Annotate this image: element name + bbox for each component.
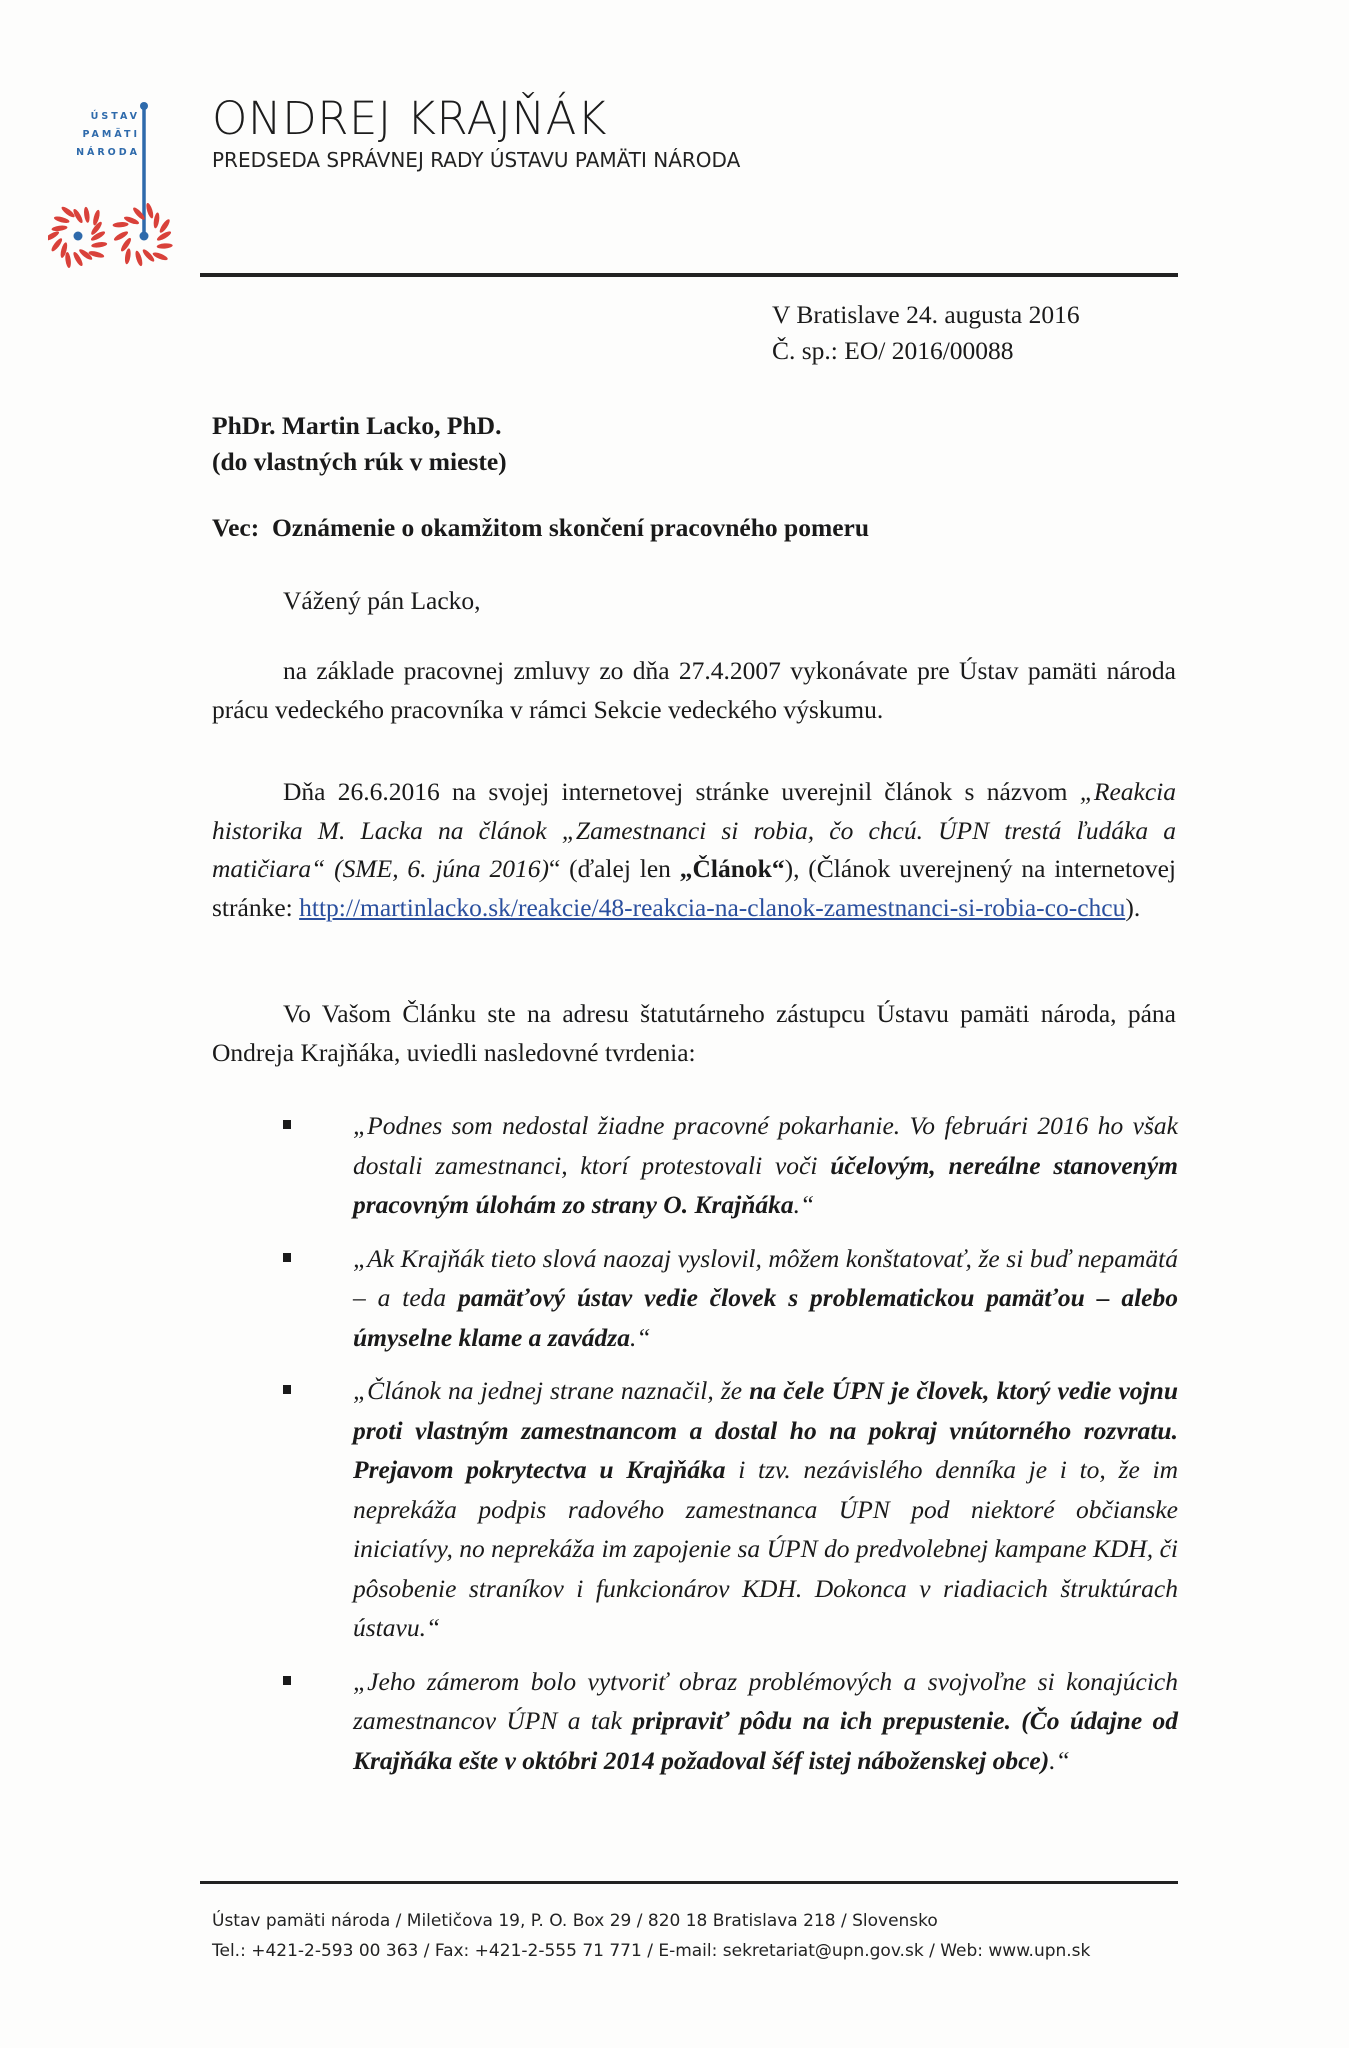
quote-item [283, 1239, 1178, 1358]
flame-petal [124, 248, 132, 265]
quote-text: .“ [629, 1322, 651, 1352]
flame-petal [134, 250, 144, 267]
flame-petal [152, 251, 169, 262]
sender-name: ONDREJ KRAJŇÁK [212, 92, 607, 145]
reference-number: Č. sp.: EO/ 2016/00088 [772, 336, 1014, 365]
flame-petal [145, 202, 155, 219]
flame-petal [119, 237, 132, 253]
quote-text: .“ [793, 1190, 815, 1219]
flame-petal [112, 222, 128, 228]
defined-term: „Článok“ [679, 854, 785, 883]
header-divider [200, 273, 1178, 277]
quote-item [283, 1662, 1178, 1781]
quote-emphasis: na čele ÚPN je človek, ktorý vedie vojnu proti vlastným zamestnancom a dostal ho na pokraj vnútorného rozvratu. Prejavom pokrytectva u Krajňáka [353, 1376, 1178, 1484]
date-reference-block [772, 297, 1080, 369]
flame-petal [141, 248, 156, 263]
sender-role: PREDSEDA SPRÁVNEJ RADY ÚSTAVU PAMÄTI NÁRODA [212, 148, 741, 172]
recipient-block [212, 408, 507, 480]
text: “ (ďalej len [549, 854, 680, 883]
date-line: V Bratislave 24. augusta 2016 [772, 300, 1080, 329]
paragraph-statements-intro: Vo Vašom Článku ste na adresu štatutárneho zástupcu Ústavu pamäti národa, pána Ondreja Krajňáka, uviedli nasledovné tvrdenia: [212, 999, 1176, 1067]
text: Dňa 26.6.2016 na svojej internetovej stránke uverejnil článok s názvom [283, 777, 1080, 806]
quote-emphasis: pamäťový ústav vedie človek s problematickou pamäťou – alebo úmyselne klame a zavádza [353, 1283, 1179, 1352]
paragraph-article [212, 773, 1176, 927]
footer-address: Ústav pamäti národa / Miletičova 19, P. O. Box 29 / 820 18 Bratislava 218 / Slovensko [212, 1911, 938, 1931]
quote-emphasis: pripraviť pôdu na ich prepustenie. (Čo údajne od Krajňáka ešte v októbri 2014 požadoval šéf istej náboženskej obce) [353, 1706, 1178, 1775]
paragraph-contract: na základe pracovnej zmluvy zo dňa 27.4.2007 vykonávate pre Ústav pamäti národa prácu vedeckého pracovníka v rámci Sekcie vedeckého výskumu. [212, 656, 1176, 724]
flame-petal [157, 243, 173, 249]
subject-label: Vec: [212, 513, 260, 542]
bullet-square-icon [283, 1676, 291, 1685]
quote-text: „Ak Krajňák tieto slová naozaj vyslovil, môžem konštatovať, že si buď nepamätá – a teda [353, 1243, 1178, 1312]
logo-flame-icon [48, 72, 178, 272]
salutation: Vážený pán Lacko, [283, 586, 481, 615]
flame-petal [53, 215, 70, 224]
quote-item [283, 1106, 1178, 1225]
footer [212, 1906, 1090, 1966]
quote-text: „Článok na jednej strane naznačil, že [353, 1376, 750, 1405]
bullet-square-icon [283, 1253, 291, 1262]
flame-petal [153, 212, 161, 229]
quote-text: „Podnes som nedostal žiadne pracovné pokarhanie. Vo februári 2016 ho však dostali zamestnanci, ktorí protestovali voči [353, 1111, 1178, 1180]
flame-petal [156, 230, 172, 243]
logo-text [76, 108, 140, 162]
logo-line: ÚSTAV [90, 111, 140, 122]
text: ). [1125, 892, 1141, 922]
subject-line [212, 513, 869, 543]
recipient-name: PhDr. Martin Lacko, PhD. [212, 411, 502, 440]
upn-logo [48, 72, 178, 272]
quote-text: „Jeho zámerom bolo vytvoriť obraz problémových a svojvoľne si konajúcich zamestnancov ÚPN a tak [353, 1666, 1178, 1735]
logo-line: NÁRODA [76, 147, 140, 158]
subject-text: Oznámenie o okamžitom skončení pracovného pomeru [271, 513, 870, 542]
article-link[interactable]: http://martinlacko.sk/reakcie/48-reakcia-na-clanok-zamestnanci-si-robia-co-chcu [299, 892, 1126, 922]
quote-text: .“ [1049, 1745, 1070, 1775]
article-title: „Reakcia historika M. Lacka na článok „Zamestnanci si robia, čo chcú. ÚPN trestá ľudáka a matičiara“ (SME, 6. júna 2016) [212, 777, 1176, 883]
flame-petal [51, 225, 68, 232]
quote-text: i tzv. nezávislého denníka je i to, že im neprekáža podpis radového zamestnanca ÚPN pod niektoré občianske iniciatívy, no neprekáža im zapojenie sa ÚPN do predvolebnej kampane KDH, či pôsobenie straníkov i funkcionárov KDH. Dokonca v riadiacich štruktúrach ústavu.“ [353, 1455, 1178, 1642]
bullet-square-icon [283, 1120, 291, 1129]
flame-petal [64, 252, 71, 269]
flame-petal [91, 241, 108, 248]
recipient-delivery: (do vlastných rúk v mieste) [212, 447, 507, 476]
bullet-square-icon [283, 1385, 291, 1394]
footer-contacts: Tel.: +421-2-593 00 363 / Fax: +421-2-555 71 771 / E-mail: sekretariat@upn.gov.sk / Web: www.upn.sk [212, 1941, 1091, 1961]
footer-divider [200, 1881, 1178, 1884]
flame-petal [83, 207, 90, 224]
logo-line: PAMÄTI [82, 129, 140, 140]
quote-emphasis: účelovým, nereálne stanoveným pracovným úlohám zo strany O. Krajňáka [353, 1150, 1178, 1219]
text: ), (Článok uverejnený na internetovej stránke: [212, 854, 1176, 922]
quote-item [283, 1371, 1178, 1648]
quoted-statements-list [283, 1106, 1178, 1794]
